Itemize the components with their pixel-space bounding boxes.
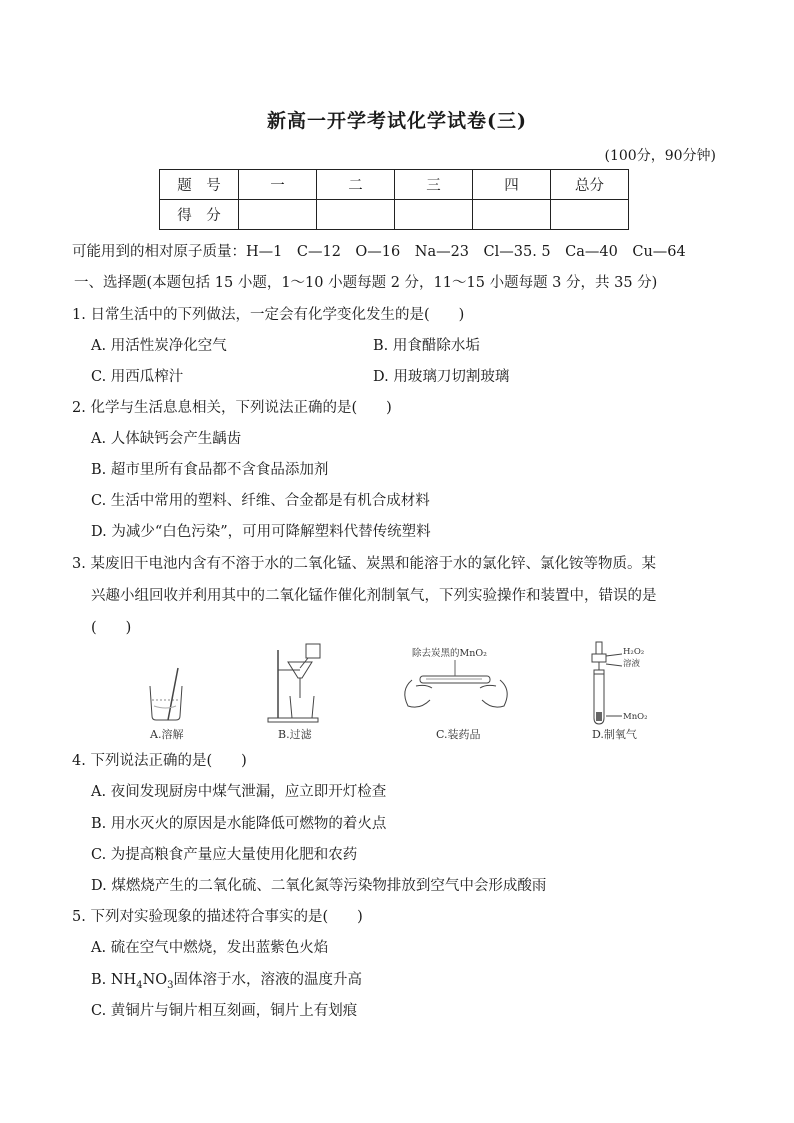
page-title: 新高一开学考试化学试卷(三) xyxy=(267,110,527,132)
label-mno2: MnO₂ xyxy=(623,712,648,722)
label-solution: 溶液 xyxy=(623,659,641,669)
question-3-stem-line-3: ( ) xyxy=(91,620,132,636)
oxygen-generator-icon xyxy=(592,642,622,724)
grade-table-score-row xyxy=(160,200,629,230)
caption-a: A.溶解 xyxy=(150,728,184,741)
loading-tube-icon xyxy=(405,660,507,707)
option-b-middle: NO xyxy=(142,972,168,988)
beaker-stirring-icon xyxy=(150,668,182,720)
label-h2o2: H₂O₂ xyxy=(623,647,645,657)
subscript-4: 4 xyxy=(136,979,143,991)
question-2-stem: 2. 化学与生活息息相关，下列说法正确的是( ) xyxy=(72,400,392,416)
question-2-option-a: A. 人体缺钙会产生龋齿 xyxy=(91,431,242,447)
option-b-rest: 固体溶于水，溶液的温度升高 xyxy=(173,972,363,988)
grade-table xyxy=(159,169,629,230)
grade-cell: 二 xyxy=(317,170,395,200)
grade-cell: 三 xyxy=(395,170,473,200)
grade-table-header-row xyxy=(160,170,629,200)
question-4-option-a: A. 夜间发现厨房中煤气泄漏，应立即开灯检查 xyxy=(91,784,387,800)
question-4-option-d: D. 煤燃烧产生的二氧化硫、二氧化氮等污染物排放到空气中会形成酸雨 xyxy=(91,878,547,894)
score-blank-cell xyxy=(317,200,395,230)
label-mno2-without-carbon: 除去炭黑的MnO₂ xyxy=(412,648,487,659)
question-1-stem: 1. 日常生活中的下列做法，一定会有化学变化发生的是( ) xyxy=(72,307,465,323)
question-4-stem: 4. 下列说法正确的是( ) xyxy=(72,753,247,769)
question-2-option-d: D. 为减少“白色污染”，可用可降解塑料代替传统塑料 xyxy=(91,524,431,540)
section-heading-text: 一、选择题(本题包括 15 小题，1～10 小题每题 2 分，11～15 小题每题 3 分，共 35 分) xyxy=(74,275,658,291)
question-5-option-b xyxy=(91,968,362,991)
caption-c: C.装药品 xyxy=(436,728,481,741)
question-5-stem: 5. 下列对实验现象的描述符合事实的是( ) xyxy=(72,909,363,925)
caption-b: B.过滤 xyxy=(278,728,312,741)
score-blank-cell xyxy=(395,200,473,230)
question-4-option-b: B. 用水灭火的原因是水能降低可燃物的着火点 xyxy=(91,816,387,832)
grade-cell: 得 分 xyxy=(160,200,239,230)
question-3-stem-line-2: 兴趣小组回收并利用其中的二氧化锰作催化剂制氧气，下列实验操作和装置中，错误的是 xyxy=(91,588,657,604)
filtration-stand-icon xyxy=(268,644,320,722)
question-1-option-c: C. 用西瓜榨汁 xyxy=(91,369,184,385)
section-heading xyxy=(74,271,657,292)
grade-cell: 一 xyxy=(239,170,317,200)
score-blank-cell xyxy=(551,200,629,230)
option-b-prefix: B. NH xyxy=(91,972,137,988)
grade-cell: 题 号 xyxy=(160,170,239,200)
subscript-3: 3 xyxy=(167,979,174,991)
caption-d: D.制氧气 xyxy=(592,728,637,741)
score-blank-cell xyxy=(473,200,551,230)
question-5-option-a: A. 硫在空气中燃烧，发出蓝紫色火焰 xyxy=(91,940,329,956)
apparatus-illustrations xyxy=(130,640,670,726)
question-2-option-b: B. 超市里所有食品都不含食品添加剂 xyxy=(91,462,329,478)
score-and-time-note: (100分，90分钟) xyxy=(604,148,716,164)
question-2-option-c: C. 生活中常用的塑料、纤维、合金都是有机合成材料 xyxy=(91,493,430,509)
question-1-option-b: B. 用食醋除水垢 xyxy=(373,338,480,354)
question-1-option-a: A. 用活性炭净化空气 xyxy=(91,338,227,354)
question-3-stem-line-1: 3. 某废旧干电池内含有不溶于水的二氧化锰、炭黑和能溶于水的氯化锌、氯化铵等物质。某 xyxy=(72,556,656,572)
score-blank-cell xyxy=(239,200,317,230)
question-3-figure xyxy=(130,640,670,740)
grade-cell: 四 xyxy=(473,170,551,200)
question-1-option-d: D. 用玻璃刀切割玻璃 xyxy=(373,369,510,385)
question-5-option-c: C. 黄铜片与铜片相互刻画，铜片上有划痕 xyxy=(91,1003,358,1019)
question-4-option-c: C. 为提高粮食产量应大量使用化肥和农药 xyxy=(91,847,358,863)
atomic-masses: 可能用到的相对原子质量：H—1 C—12 O—16 Na—23 Cl—35. 5 Ca—40 Cu—64 xyxy=(72,244,686,260)
grade-cell: 总分 xyxy=(551,170,629,200)
